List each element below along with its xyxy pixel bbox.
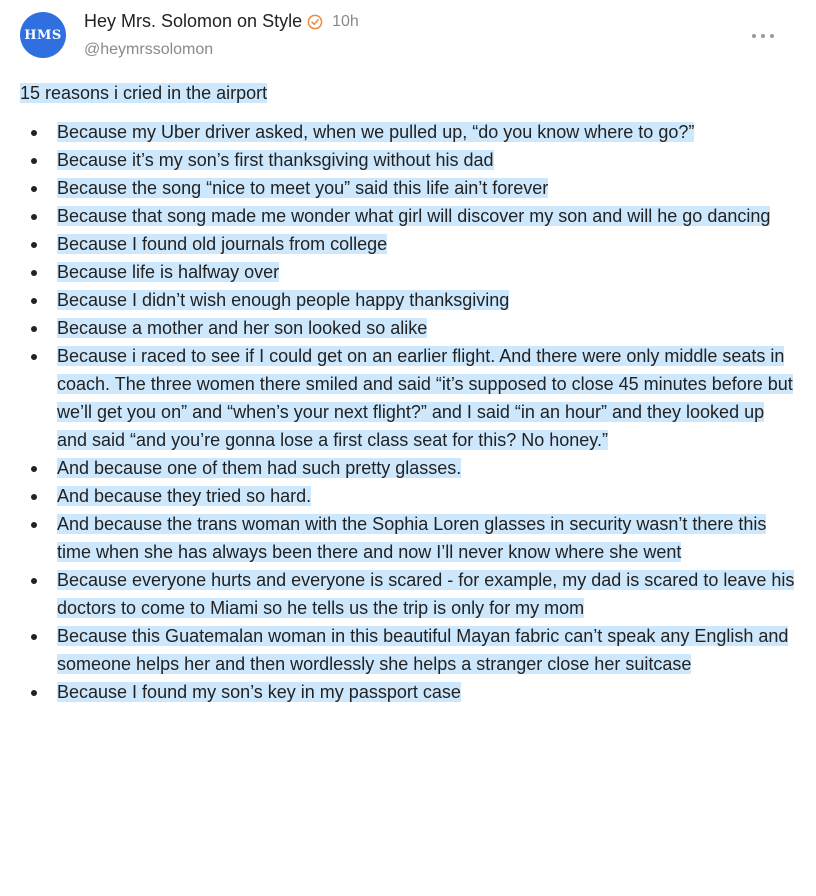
list-item bbox=[20, 146, 782, 174]
list-item-text: Because life is halfway over bbox=[57, 262, 280, 282]
avatar[interactable] bbox=[20, 12, 66, 58]
list-item bbox=[20, 118, 782, 146]
list-item bbox=[20, 230, 782, 258]
list-item bbox=[20, 678, 782, 706]
more-horizontal-icon[interactable] bbox=[752, 26, 774, 46]
post-body bbox=[20, 79, 810, 706]
list-item-text: Because I didn’t wish enough people happy thanksgiving bbox=[57, 290, 510, 310]
list-item bbox=[20, 510, 797, 566]
list-item-text: Because a mother and her son looked so alike bbox=[57, 318, 428, 338]
list-item-text: And because the trans woman with the Sophia Loren glasses in security wasn’t there this time when she has always been there and now I’ll never know where she went bbox=[57, 514, 767, 562]
avatar-initials: HMS bbox=[24, 27, 62, 43]
verified-badge-icon bbox=[307, 14, 323, 30]
list-item-text: Because I found my son’s key in my passport case bbox=[57, 682, 461, 702]
list-item bbox=[20, 258, 782, 286]
list-item-text: Because that song made me wonder what girl will discover my son and will he go dancing bbox=[57, 206, 771, 226]
list-item bbox=[20, 202, 782, 230]
list-item-text: And because one of them had such pretty glasses. bbox=[57, 458, 462, 478]
list-item bbox=[20, 566, 797, 622]
post-title bbox=[20, 79, 810, 107]
post-timestamp[interactable]: 10h bbox=[332, 12, 359, 30]
post-title-text: 15 reasons i cried in the airport bbox=[20, 83, 268, 103]
list-item-text: Because this Guatemalan woman in this beautiful Mayan fabric can’t speak any English and someone helps her and then wordlessly she helps a stranger close her suitcase bbox=[57, 626, 789, 674]
list-item bbox=[20, 482, 782, 510]
post-header bbox=[0, 0, 816, 76]
list-item bbox=[20, 174, 782, 202]
list-item bbox=[20, 342, 797, 454]
list-item-text: And because they tried so hard. bbox=[57, 486, 312, 506]
reasons-list bbox=[20, 118, 810, 706]
list-item-text: Because I found old journals from college bbox=[57, 234, 388, 254]
author-handle[interactable]: @heymrssolomon bbox=[84, 41, 214, 58]
author-row bbox=[84, 11, 359, 32]
author-name[interactable]: Hey Mrs. Solomon on Style bbox=[84, 11, 303, 31]
list-item bbox=[20, 454, 782, 482]
list-item-text: Because the song “nice to meet you” said this life ain’t forever bbox=[57, 178, 549, 198]
list-item-text: Because everyone hurts and everyone is scared - for example, my dad is scared to leave his doctors to come to Miami so he tells us the trip is only for my mom bbox=[57, 570, 795, 618]
list-item-text: Because my Uber driver asked, when we pulled up, “do you know where to go?” bbox=[57, 122, 695, 142]
list-item-text: Because it’s my son’s first thanksgiving without his dad bbox=[57, 150, 494, 170]
list-item bbox=[20, 286, 782, 314]
list-item bbox=[20, 622, 797, 678]
list-item bbox=[20, 314, 782, 342]
list-item-text: Because i raced to see if I could get on an earlier flight. And there were only middle seats in coach. The three women there smiled and said “it’s supposed to close 45 minutes before but we’ll get you on” and “when’s your next flight?” and I said “in an hour” and they looked up and said “and you’re gonna lose a first class seat for this? No honey.” bbox=[57, 346, 793, 450]
